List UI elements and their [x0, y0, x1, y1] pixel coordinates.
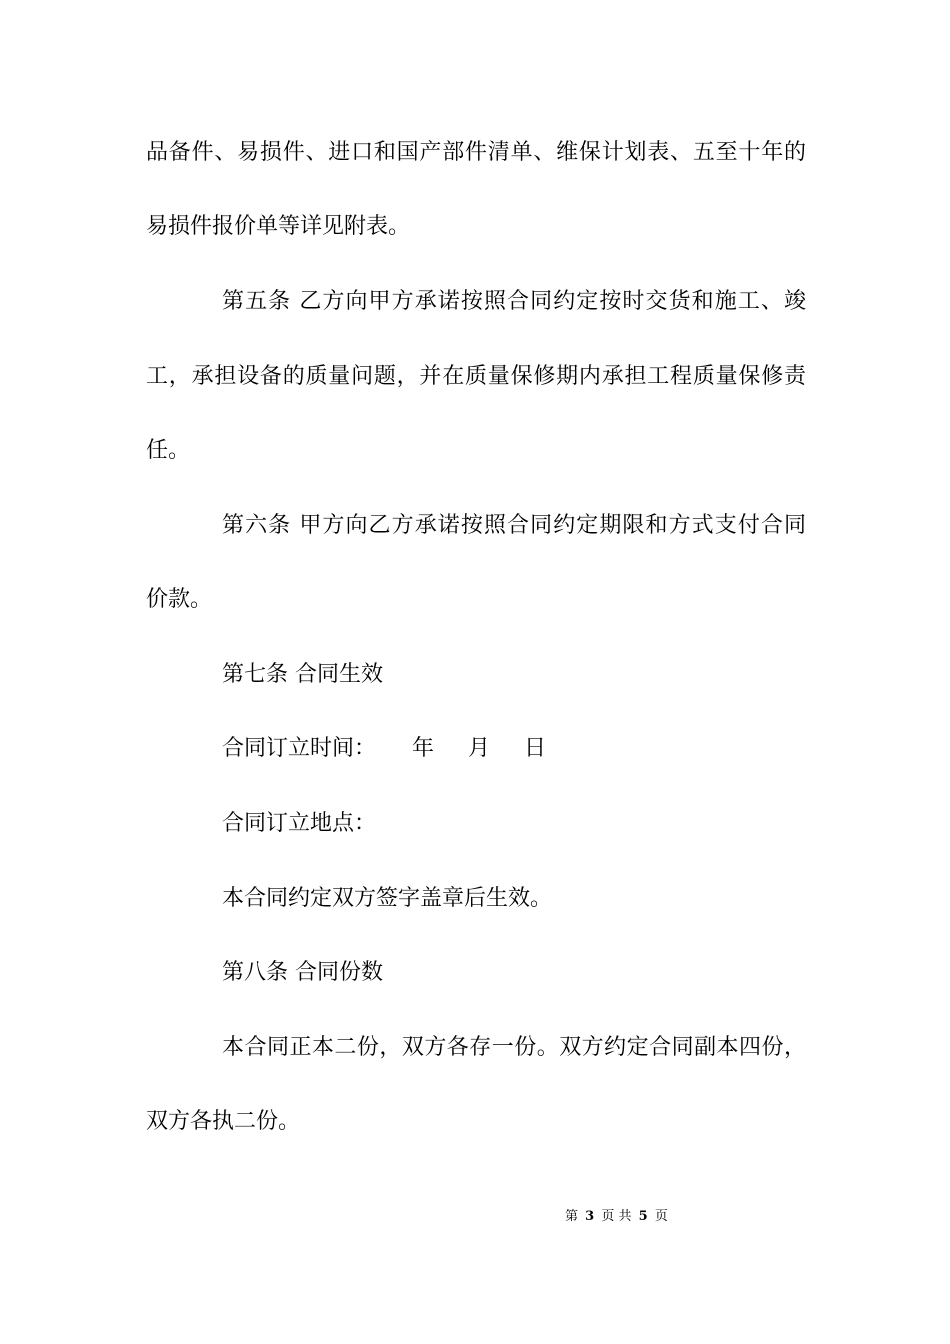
effective-clause: 本合同约定双方签字盖章后生效。 [222, 886, 553, 911]
paragraph-line: 任。 [146, 438, 191, 463]
signing-time-label: 合同订立时间： [222, 736, 377, 761]
total-page-number: 5 [638, 1209, 648, 1224]
footer-suffix: 页 [654, 1209, 668, 1224]
footer-middle: 页 共 [601, 1209, 632, 1224]
clause-6-line: 第六条 甲方向乙方承诺按照合同约定期限和方式支付合同 [222, 513, 806, 538]
paragraph-line: 价款。 [146, 587, 213, 612]
signing-year-label: 年 [412, 736, 435, 761]
current-page-number: 3 [585, 1209, 595, 1224]
paragraph-line: 双方各执二份。 [146, 1109, 301, 1134]
copies-clause-line: 本合同正本二份，双方各存一份。双方约定合同副本四份， [222, 1035, 806, 1060]
paragraph-line: 易损件报价单等详见附表。 [146, 214, 411, 239]
signing-month-label: 月 [468, 736, 491, 761]
signing-place-label: 合同订立地点： [222, 811, 377, 836]
signing-day-label: 日 [524, 736, 547, 761]
page-number [565, 1208, 668, 1226]
footer-prefix: 第 [565, 1209, 579, 1224]
paragraph-line: 品备件、易损件、进口和国产部件清单、维保计划表、五至十年的 [146, 140, 806, 165]
clause-5-line: 第五条 乙方向甲方承诺按照合同约定按时交货和施工、竣 [222, 289, 806, 314]
clause-8-heading: 第八条 合同份数 [222, 960, 383, 985]
paragraph-line: 工，承担设备的质量问题，并在质量保修期内承担工程质量保修责 [146, 364, 806, 389]
clause-7-heading: 第七条 合同生效 [222, 662, 383, 687]
